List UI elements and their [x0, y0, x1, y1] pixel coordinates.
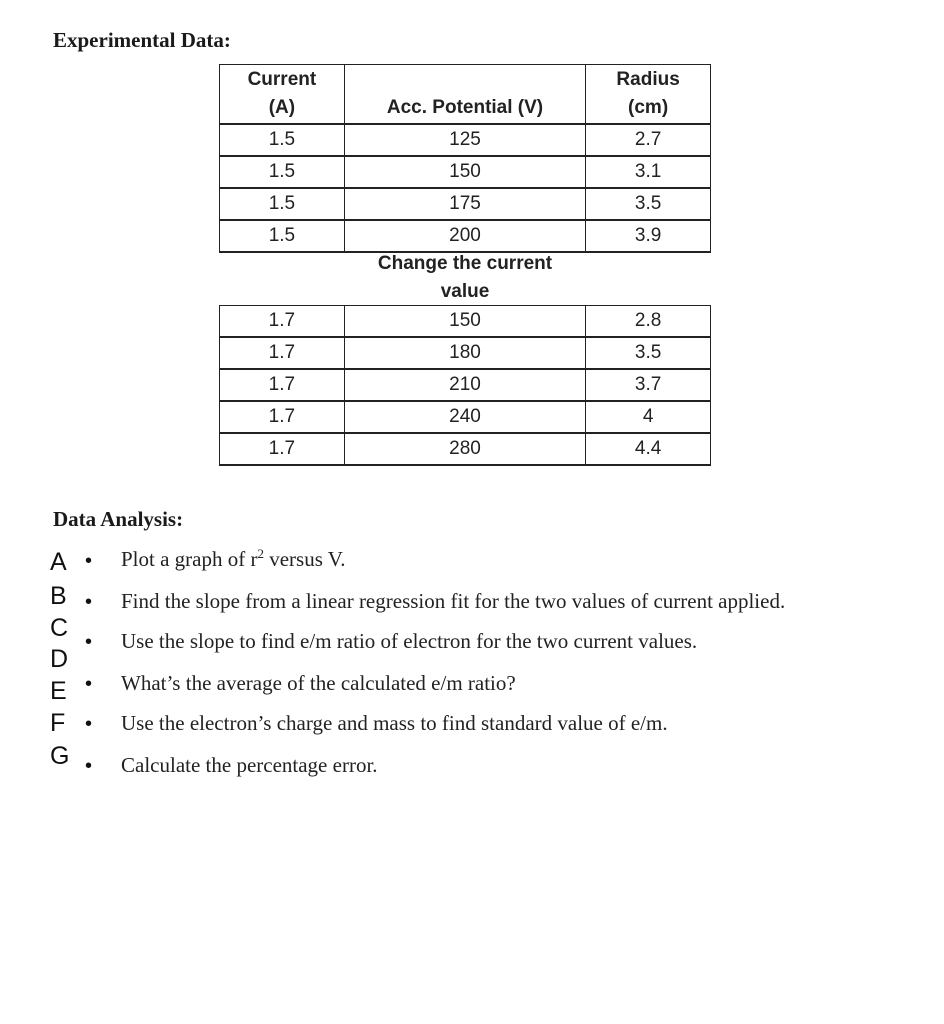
table-row	[220, 124, 711, 156]
data-table-current-1-5	[219, 64, 711, 253]
cell-potential: 150	[344, 156, 585, 188]
cell-current: 1.7	[220, 401, 345, 433]
cell-radius: 3.9	[586, 220, 711, 252]
table-row	[220, 306, 711, 338]
cell-current: 1.5	[220, 156, 345, 188]
bullet-icon: •	[85, 550, 93, 572]
change-current-note	[344, 250, 586, 306]
cell-potential: 150	[344, 306, 585, 338]
cell-radius: 3.5	[586, 337, 711, 369]
table-header-row	[220, 65, 711, 125]
analysis-item-percentage-error: Calculate the percentage error.	[121, 753, 378, 777]
cell-current: 1.7	[220, 337, 345, 369]
superscript-exponent: 2	[257, 546, 264, 561]
cell-current: 1.5	[220, 188, 345, 220]
header-current	[220, 65, 345, 125]
item-text-part: versus V.	[263, 547, 346, 571]
cell-current: 1.7	[220, 369, 345, 401]
cell-radius: 2.8	[586, 306, 711, 338]
header-radius	[586, 65, 711, 125]
cell-potential: 210	[344, 369, 585, 401]
letter-c: C	[50, 614, 69, 642]
cell-radius: 4.4	[586, 433, 711, 465]
bullet-icon: •	[85, 631, 93, 653]
experimental-data-heading: Experimental Data:	[53, 28, 231, 52]
table-row	[220, 188, 711, 220]
letter-d: D	[50, 645, 69, 673]
cell-radius: 4	[586, 401, 711, 433]
table-row	[220, 369, 711, 401]
cell-potential: 200	[344, 220, 585, 252]
bullet-icon: •	[85, 673, 93, 695]
cell-radius: 2.7	[586, 124, 711, 156]
table-row	[220, 156, 711, 188]
analysis-item-standard-value: Use the electron’s charge and mass to find standard value of e/m.	[121, 711, 668, 735]
cell-potential: 125	[344, 124, 585, 156]
header-radius-label: Radius	[616, 69, 680, 90]
letter-a: A	[50, 548, 67, 576]
header-current-unit: (A)	[268, 97, 296, 118]
analysis-item-plot	[121, 547, 345, 571]
cell-radius: 3.1	[586, 156, 711, 188]
cell-potential: 180	[344, 337, 585, 369]
letter-e: E	[50, 677, 67, 705]
letter-f: F	[50, 709, 66, 737]
header-potential: Acc. Potential (V)	[344, 65, 585, 125]
data-table-current-1-7	[219, 305, 711, 466]
letter-b: B	[50, 582, 67, 610]
analysis-item-em-ratio: Use the slope to find e/m ratio of electron for the two current values.	[121, 629, 698, 653]
bullet-icon: •	[85, 755, 93, 777]
analysis-item-average: What’s the average of the calculated e/m ratio?	[121, 671, 516, 695]
cell-potential: 280	[344, 433, 585, 465]
bullet-icon: •	[85, 713, 93, 735]
bullet-icon: •	[85, 591, 93, 613]
cell-current: 1.5	[220, 220, 345, 252]
change-note-line2: value	[440, 281, 490, 302]
cell-potential: 175	[344, 188, 585, 220]
item-text-part: Plot a graph of r	[121, 547, 258, 571]
cell-radius: 3.5	[586, 188, 711, 220]
analysis-item-slope: Find the slope from a linear regression fit for the two values of current applied.	[121, 589, 786, 613]
header-radius-unit: (cm)	[628, 97, 669, 118]
cell-current: 1.7	[220, 306, 345, 338]
header-current-label: Current	[247, 69, 317, 90]
table-row	[220, 337, 711, 369]
table-row	[220, 433, 711, 465]
table-row	[220, 401, 711, 433]
table-row	[220, 220, 711, 252]
letter-g: G	[50, 742, 70, 770]
cell-radius: 3.7	[586, 369, 711, 401]
cell-current: 1.7	[220, 433, 345, 465]
cell-current: 1.5	[220, 124, 345, 156]
data-analysis-heading: Data Analysis:	[53, 507, 184, 531]
change-note-line1: Change the current	[377, 253, 553, 274]
cell-potential: 240	[344, 401, 585, 433]
